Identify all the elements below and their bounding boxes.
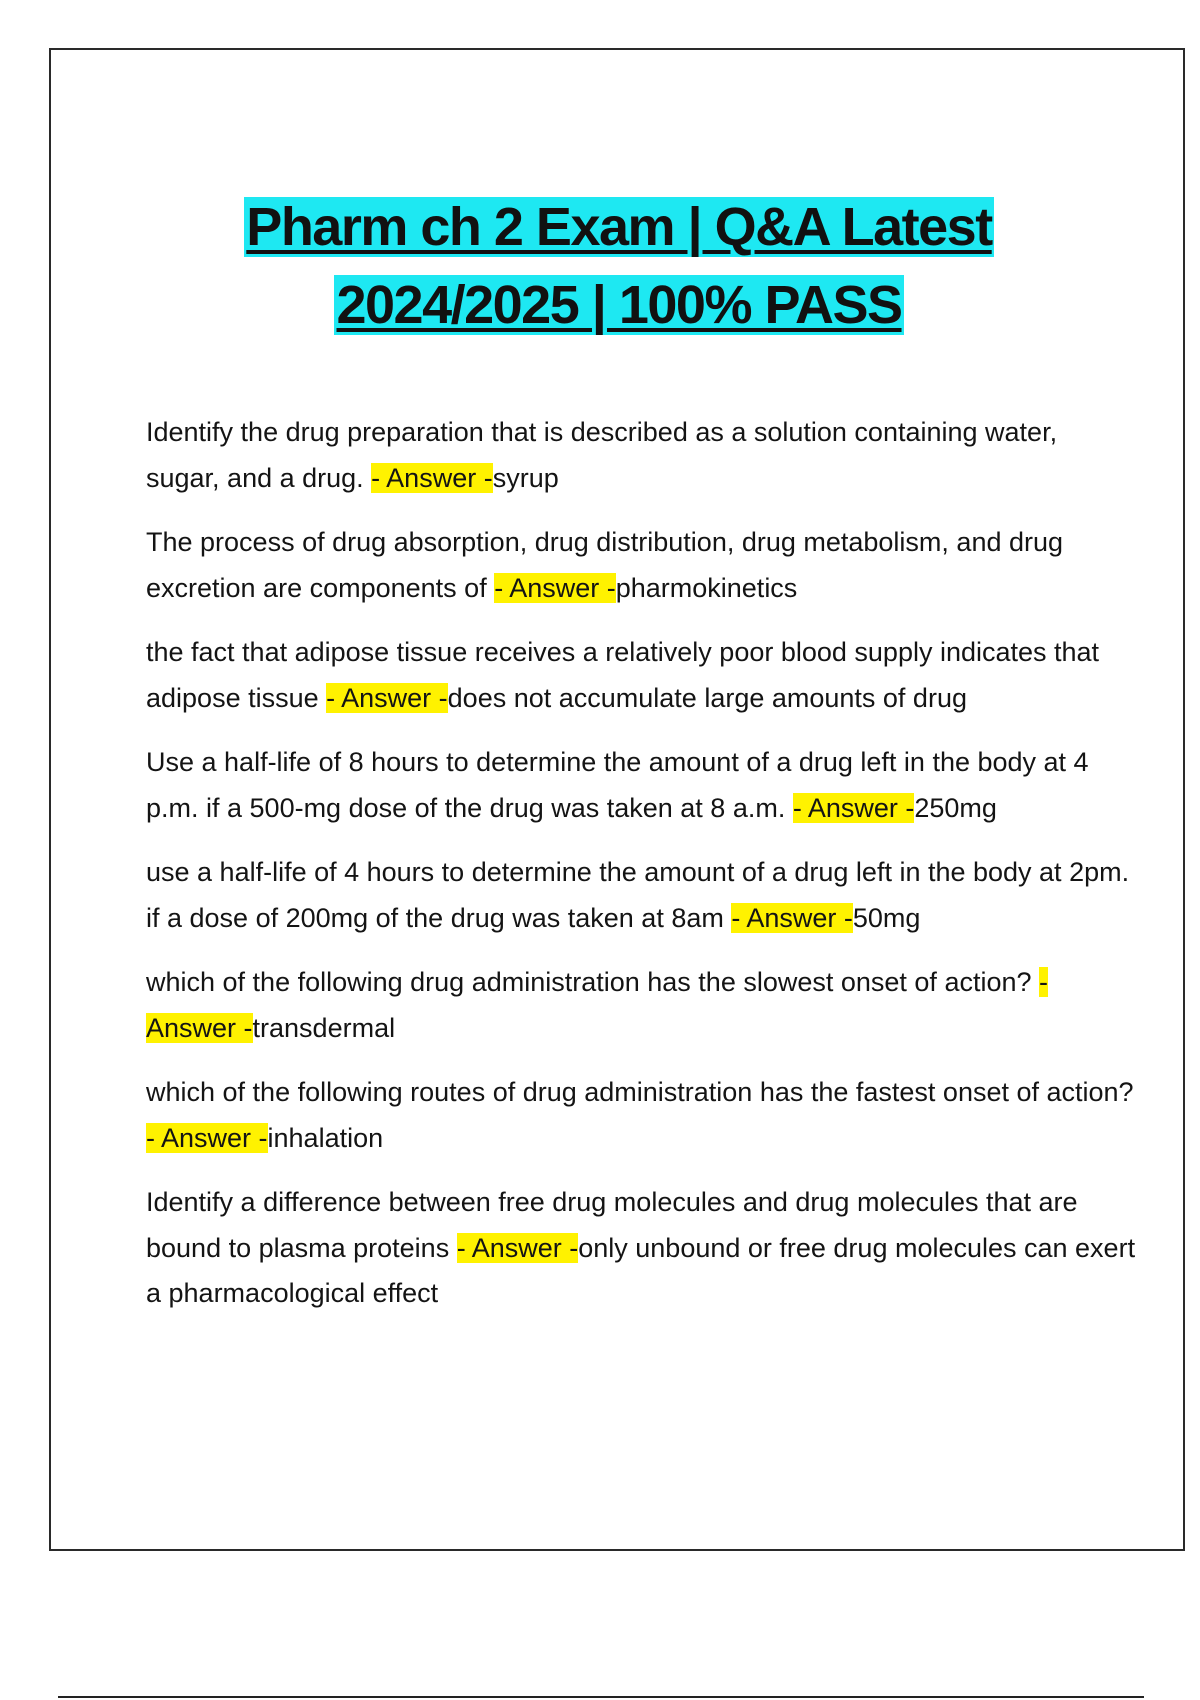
answer-text: does not accumulate large amounts of drug <box>447 682 967 713</box>
qa-item <box>146 960 1136 1051</box>
answer-text: pharmokinetics <box>615 572 798 603</box>
question-text: Identify the drug preparation that is described as a solution containing water, sugar, and a drug. <box>146 417 1058 493</box>
answer-marker: - Answer - <box>326 682 448 713</box>
title-line-1: Pharm ch 2 Exam | Q&A Latest <box>246 197 992 257</box>
qa-item <box>146 520 1136 611</box>
qa-item <box>146 740 1136 831</box>
answer-marker: - Answer - <box>456 1232 579 1263</box>
question-text: which of the following drug administration has the slowest onset of action? <box>146 967 1040 997</box>
question-text: The process of drug absorption, drug distribution, drug metabolism, and drug excretion are components of <box>146 527 1064 603</box>
answer-text: 250mg <box>914 792 997 823</box>
question-text: Use a half-life of 8 hours to determine the amount of a drug left in the body at 4 p.m. if a 500-mg dose of the drug was taken at 8 a.m. <box>146 747 1089 823</box>
answer-text: only unbound or free drug molecules can exert a pharmacological effect <box>146 1232 1136 1308</box>
answer-text: inhalation <box>267 1122 384 1153</box>
question-text: Identify a difference between free drug molecules and drug molecules that are bound to plasma proteins <box>146 1187 1078 1263</box>
qa-item <box>146 410 1136 501</box>
answer-marker: - Answer - <box>731 902 853 933</box>
question-text: which of the following routes of drug administration has the fastest onset of action? <box>146 1077 1134 1107</box>
qa-item <box>146 1180 1136 1317</box>
answer-text: transdermal <box>252 1012 396 1043</box>
answer-text: 50mg <box>852 902 921 933</box>
document-title <box>51 188 1187 344</box>
answer-marker: - Answer - <box>792 792 915 823</box>
question-text: use a half-life of 4 hours to determine the amount of a drug left in the body at 2pm. if a dose of 200mg of the drug was taken at 8am <box>146 857 1130 933</box>
qa-list <box>146 410 1136 1336</box>
answer-marker: - Answer - <box>494 572 616 603</box>
title-line-2: 2024/2025 | 100% PASS <box>336 275 902 335</box>
answer-marker: - Answer - <box>146 967 1049 1043</box>
answer-marker: - Answer - <box>371 462 493 493</box>
document-page <box>49 48 1185 1551</box>
answer-marker: - Answer - <box>146 1122 268 1153</box>
qa-item <box>146 630 1136 721</box>
answer-text: syrup <box>492 462 559 493</box>
question-text: the fact that adipose tissue receives a relatively poor blood supply indicates that adipose tissue <box>146 637 1100 713</box>
qa-item <box>146 1070 1136 1161</box>
page-divider <box>58 1696 1144 1698</box>
qa-item <box>146 850 1136 941</box>
